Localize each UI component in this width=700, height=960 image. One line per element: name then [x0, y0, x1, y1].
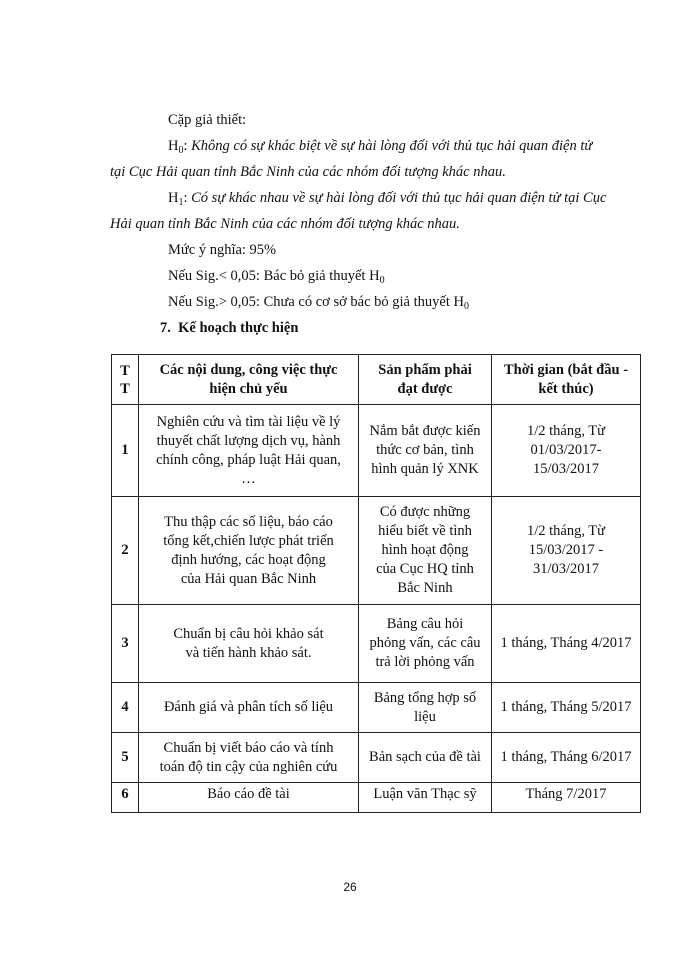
row-task: Chuẩn bị viết báo cáo và tính toán độ tin cậy của nghiên cứu: [139, 733, 359, 783]
h0-label: $H_0$: [168, 138, 184, 156]
accept-rule: Nếu Sig.> 0,05: Chưa có cơ sở bác bỏ giả thuyết $H_0$: [168, 294, 469, 312]
section-number: 7.: [160, 320, 171, 336]
table-row: [112, 683, 641, 733]
h1-line2: Hải quan tỉnh Bắc Ninh của các nhóm đối tượng khác nhau.: [110, 216, 460, 232]
row-tt: 3: [112, 605, 139, 683]
row-task: Nghiên cứu và tìm tài liệu về lý thuyết chất lượng dịch vụ, hành chính công, pháp luật Hải quan, …: [139, 405, 359, 497]
section-title: Kế hoạch thực hiện: [178, 320, 299, 336]
h0-text: Không có sự khác biệt về sự hài lòng đối với thủ tục hải quan điện tử: [191, 138, 593, 154]
hypothesis-intro: Cặp giả thiết:: [168, 112, 247, 128]
h1-label: $H_1$: [168, 190, 184, 208]
table-row: [112, 733, 641, 783]
row-tt: 6: [112, 783, 139, 813]
reject-rule: Nếu Sig.< 0,05: Bác bỏ giả thuyết $H_0$: [168, 268, 385, 286]
table-row: [112, 783, 641, 813]
header-tt: T T: [112, 355, 139, 405]
h1-line1: $H_1$: Có sự khác nhau về sự hài lòng đối với thủ tục hải quan điện tử tại Cục: [168, 190, 607, 208]
section-heading: [160, 318, 298, 338]
row-tt: 4: [112, 683, 139, 733]
significance-level: Mức ý nghĩa: 95%: [168, 242, 277, 258]
row-product: Bản sạch của đề tài: [359, 733, 492, 783]
row-tt: 5: [112, 733, 139, 783]
table-row: [112, 405, 641, 497]
row-tt: 2: [112, 497, 139, 605]
table-header-row: [112, 355, 641, 405]
h0-line1: $H_0$: Không có sự khác biệt về sự hài lòng đối với thủ tục hải quan điện tử: [168, 138, 593, 156]
row-product: Bảng tổng hợp số liệu: [359, 683, 492, 733]
table-row: [112, 497, 641, 605]
row-product: Luận văn Thạc sỹ: [359, 783, 492, 813]
row-time: Tháng 7/2017: [492, 783, 641, 813]
row-time: 1/2 tháng, Từ 15/03/2017 - 31/03/2017: [492, 497, 641, 605]
row-task: Báo cáo đề tài: [139, 783, 359, 813]
h0-line2: tại Cục Hải quan tỉnh Bắc Ninh của các nhóm đối tượng khác nhau.: [110, 164, 506, 180]
header-tasks: Các nội dung, công việc thực hiện chủ yếu: [139, 355, 359, 405]
header-products: Sản phẩm phải đạt được: [359, 355, 492, 405]
row-time: 1/2 tháng, Từ 01/03/2017-15/03/2017: [492, 405, 641, 497]
row-time: 1 tháng, Tháng 5/2017: [492, 683, 641, 733]
row-time: 1 tháng, Tháng 6/2017: [492, 733, 641, 783]
row-product: Nắm bắt được kiến thức cơ bản, tình hình quản lý XNK: [359, 405, 492, 497]
row-product: Bảng câu hỏi phỏng vấn, các câu trả lời phỏng vấn: [359, 605, 492, 683]
row-task: Chuẩn bị câu hỏi khảo sát và tiến hành khảo sát.: [139, 605, 359, 683]
plan-table: [111, 354, 641, 813]
row-tt: 1: [112, 405, 139, 497]
row-product: Có được những hiểu biết về tình hình hoạt động của Cục HQ tỉnh Bắc Ninh: [359, 497, 492, 605]
header-time: Thời gian (bắt đầu - kết thúc): [492, 355, 641, 405]
table-row: [112, 605, 641, 683]
row-task: Thu thập các số liệu, báo cáo tổng kết,chiến lược phát triển định hướng, các hoạt động của Hải quan Bắc Ninh: [139, 497, 359, 605]
page-number: 26: [343, 880, 357, 894]
row-task: Đánh giá và phân tích số liệu: [139, 683, 359, 733]
row-time: 1 tháng, Tháng 4/2017: [492, 605, 641, 683]
h1-text: Có sự khác nhau về sự hài lòng đối với thủ tục hải quan điện tử tại Cục: [191, 190, 607, 206]
